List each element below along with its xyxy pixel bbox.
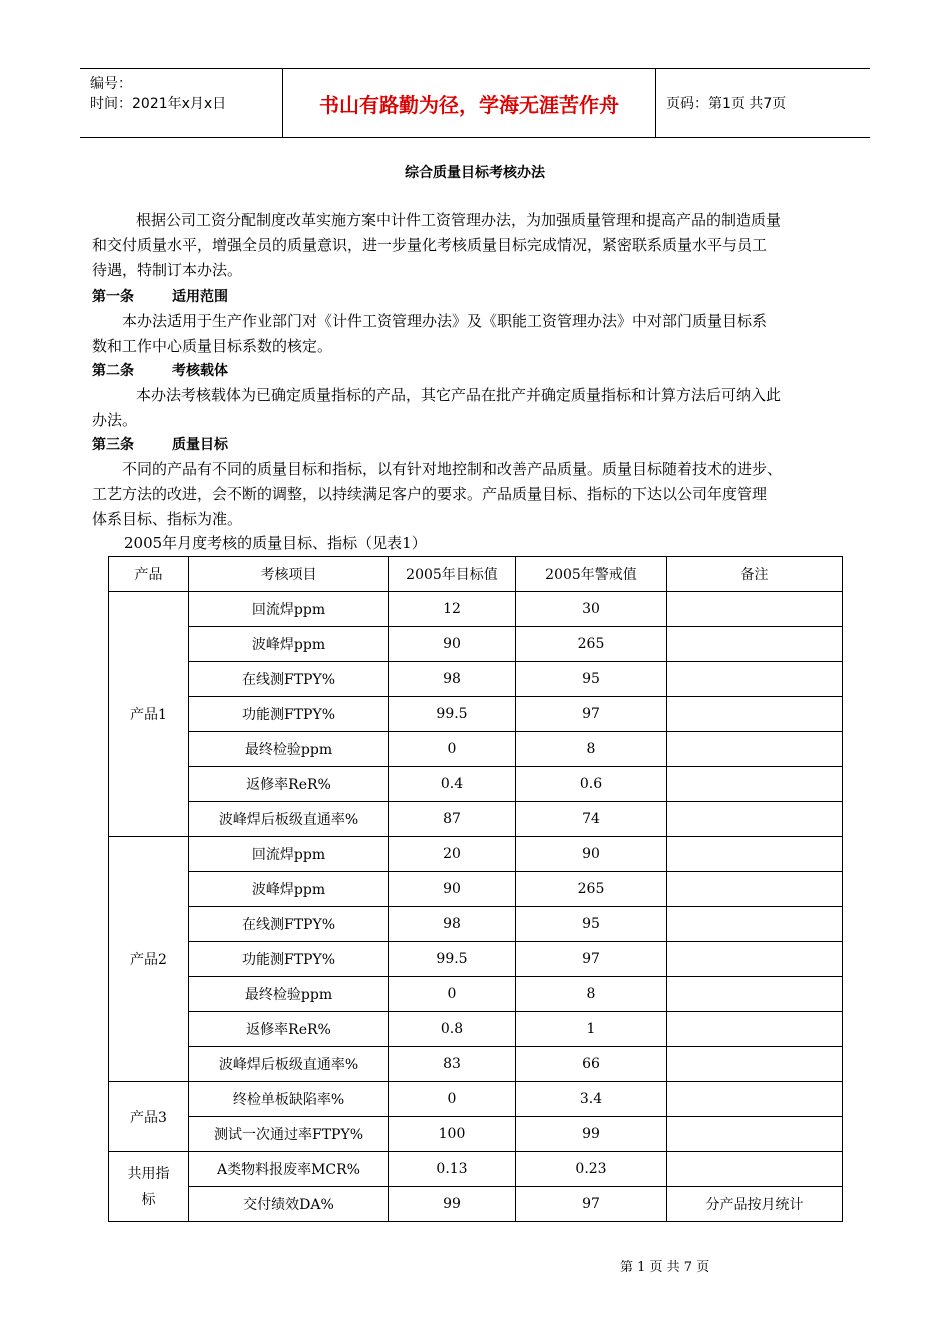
- header-page-info: 页码：第1页 共7页: [666, 96, 787, 112]
- item-cell: 在线测FTPY%: [189, 662, 389, 697]
- article-number: 第二条: [92, 363, 134, 379]
- product-cell: 产品2: [109, 837, 189, 1082]
- table-row: [109, 872, 843, 907]
- item-cell: 功能测FTPY%: [189, 942, 389, 977]
- warning-cell: 66: [516, 1047, 667, 1082]
- number-label: 编号：: [90, 76, 132, 92]
- table-row: [109, 802, 843, 837]
- remark-cell: [667, 872, 843, 907]
- item-cell: 波峰焊后板级直通率%: [189, 1047, 389, 1082]
- warning-cell: 95: [516, 907, 667, 942]
- table-row: [109, 837, 843, 872]
- article-number: 第一条: [92, 289, 134, 305]
- remark-cell: [667, 1117, 843, 1152]
- warning-cell: 265: [516, 627, 667, 662]
- table-caption: 2005年月度考核的质量目标、指标（见表1）: [124, 534, 427, 552]
- warning-cell: 99: [516, 1117, 667, 1152]
- item-cell: 回流焊ppm: [189, 837, 389, 872]
- article-line: 本办法适用于生产作业部门对《计件工资管理办法》及《职能工资管理办法》中对部门质量目标系: [122, 312, 768, 330]
- item-cell: 波峰焊ppm: [189, 872, 389, 907]
- target-cell: 99.5: [389, 697, 516, 732]
- target-cell: 99.5: [389, 942, 516, 977]
- remark-cell: [667, 1047, 843, 1082]
- remark-cell: [667, 592, 843, 627]
- intro-paragraph: [92, 208, 862, 283]
- article-number: 第三条: [92, 437, 134, 453]
- article-line: 本办法考核载体为已确定质量指标的产品，其它产品在批产并确定质量指标和计算方法后可纳入此: [136, 386, 782, 404]
- header-meta: [80, 69, 282, 137]
- table-row: [109, 767, 843, 802]
- table-row: [109, 1047, 843, 1082]
- target-cell: 12: [389, 592, 516, 627]
- target-cell: 98: [389, 907, 516, 942]
- item-cell: 最终检验ppm: [189, 732, 389, 767]
- table-row: [109, 1152, 843, 1187]
- article-1-heading: [92, 286, 228, 306]
- target-cell: 87: [389, 802, 516, 837]
- article-line: 体系目标、指标为准。: [92, 510, 243, 528]
- table-row: [109, 1082, 843, 1117]
- target-cell: 99: [389, 1187, 516, 1222]
- remark-cell: [667, 1152, 843, 1187]
- target-cell: 0.13: [389, 1152, 516, 1187]
- article-2-heading: [92, 360, 228, 380]
- warning-cell: 8: [516, 732, 667, 767]
- target-cell: 0: [389, 977, 516, 1012]
- remark-cell: [667, 1012, 843, 1047]
- remark-cell: [667, 977, 843, 1012]
- header-product: 产品: [109, 557, 189, 592]
- intro-line: 根据公司工资分配制度改革实施方案中计件工资管理办法，为加强质量管理和提高产品的制造质量: [136, 211, 782, 229]
- warning-cell: 97: [516, 942, 667, 977]
- item-cell: 交付绩效DA%: [189, 1187, 389, 1222]
- target-cell: 98: [389, 662, 516, 697]
- header-item: 考核项目: [189, 557, 389, 592]
- remark-cell: [667, 767, 843, 802]
- warning-cell: 8: [516, 977, 667, 1012]
- product-cell: 共用指标: [109, 1152, 189, 1222]
- table-header-row: [109, 557, 843, 592]
- target-cell: 0.8: [389, 1012, 516, 1047]
- article-line: 不同的产品有不同的质量目标和指标，以有针对地控制和改善产品质量。质量目标随着技术的进步、: [122, 460, 783, 478]
- remark-cell: [667, 662, 843, 697]
- warning-cell: 0.6: [516, 767, 667, 802]
- table-row: [109, 592, 843, 627]
- target-cell: 90: [389, 872, 516, 907]
- item-cell: 波峰焊ppm: [189, 627, 389, 662]
- target-cell: 100: [389, 1117, 516, 1152]
- intro-line: 和交付质量水平，增强全员的质量意识，进一步量化考核质量目标完成情况，紧密联系质量水平与员工: [92, 236, 768, 254]
- remark-cell: [667, 627, 843, 662]
- table-row: [109, 697, 843, 732]
- target-cell: 0.4: [389, 767, 516, 802]
- warning-cell: 97: [516, 1187, 667, 1222]
- page-footer: 第 1 页 共 7 页: [620, 1260, 710, 1275]
- article-name: 适用范围: [172, 289, 228, 305]
- item-cell: A类物料报废率MCR%: [189, 1152, 389, 1187]
- target-cell: 0: [389, 732, 516, 767]
- table-row: [109, 662, 843, 697]
- target-cell: 83: [389, 1047, 516, 1082]
- remark-cell: [667, 837, 843, 872]
- warning-cell: 95: [516, 662, 667, 697]
- article-1-body: [92, 309, 862, 359]
- header-target: 2005年目标值: [389, 557, 516, 592]
- document-title: 综合质量目标考核办法: [405, 165, 545, 181]
- item-cell: 终检单板缺陷率%: [189, 1082, 389, 1117]
- product-cell: 产品3: [109, 1082, 189, 1152]
- warning-cell: 265: [516, 872, 667, 907]
- article-name: 考核载体: [172, 363, 228, 379]
- table-row: [109, 942, 843, 977]
- remark-cell: [667, 907, 843, 942]
- warning-cell: 0.23: [516, 1152, 667, 1187]
- warning-cell: 30: [516, 592, 667, 627]
- header-motto: 书山有路勤为径，学海无涯苦作舟: [282, 69, 656, 137]
- table-row: [109, 1187, 843, 1222]
- article-2-body: [92, 383, 862, 433]
- article-line: 办法。: [92, 411, 138, 429]
- article-line: 数和工作中心质量目标系数的核定。: [92, 337, 333, 355]
- remark-cell: [667, 697, 843, 732]
- item-cell: 测试一次通过率FTPY%: [189, 1117, 389, 1152]
- table-row: [109, 1117, 843, 1152]
- quality-targets-table: [108, 556, 843, 1222]
- page-header: [80, 68, 870, 138]
- header-remark: 备注: [667, 557, 843, 592]
- table-row: [109, 907, 843, 942]
- target-cell: 90: [389, 627, 516, 662]
- item-cell: 波峰焊后板级直通率%: [189, 802, 389, 837]
- warning-cell: 74: [516, 802, 667, 837]
- remark-cell: [667, 802, 843, 837]
- warning-cell: 90: [516, 837, 667, 872]
- target-cell: 20: [389, 837, 516, 872]
- warning-cell: 3.4: [516, 1082, 667, 1117]
- remark-cell: 分产品按月统计: [667, 1187, 843, 1222]
- table-row: [109, 627, 843, 662]
- item-cell: 在线测FTPY%: [189, 907, 389, 942]
- target-cell: 0: [389, 1082, 516, 1117]
- article-3-heading: [92, 434, 228, 454]
- product-cell: 产品1: [109, 592, 189, 837]
- item-cell: 回流焊ppm: [189, 592, 389, 627]
- remark-cell: [667, 942, 843, 977]
- intro-line: 待遇，特制订本办法。: [92, 261, 243, 279]
- item-cell: 返修率ReR%: [189, 1012, 389, 1047]
- remark-cell: [667, 1082, 843, 1117]
- warning-cell: 97: [516, 697, 667, 732]
- item-cell: 最终检验ppm: [189, 977, 389, 1012]
- table-row: [109, 732, 843, 767]
- article-3-body: [92, 457, 862, 532]
- remark-cell: [667, 732, 843, 767]
- warning-cell: 1: [516, 1012, 667, 1047]
- article-line: 工艺方法的改进，会不断的调整，以持续满足客户的要求。产品质量目标、指标的下达以公司年度管理: [92, 485, 768, 503]
- time-label: 时间：2021年x月x日: [90, 96, 227, 112]
- item-cell: 功能测FTPY%: [189, 697, 389, 732]
- header-warning: 2005年警戒值: [516, 557, 667, 592]
- item-cell: 返修率ReR%: [189, 767, 389, 802]
- article-name: 质量目标: [172, 437, 228, 453]
- table-row: [109, 1012, 843, 1047]
- table-row: [109, 977, 843, 1012]
